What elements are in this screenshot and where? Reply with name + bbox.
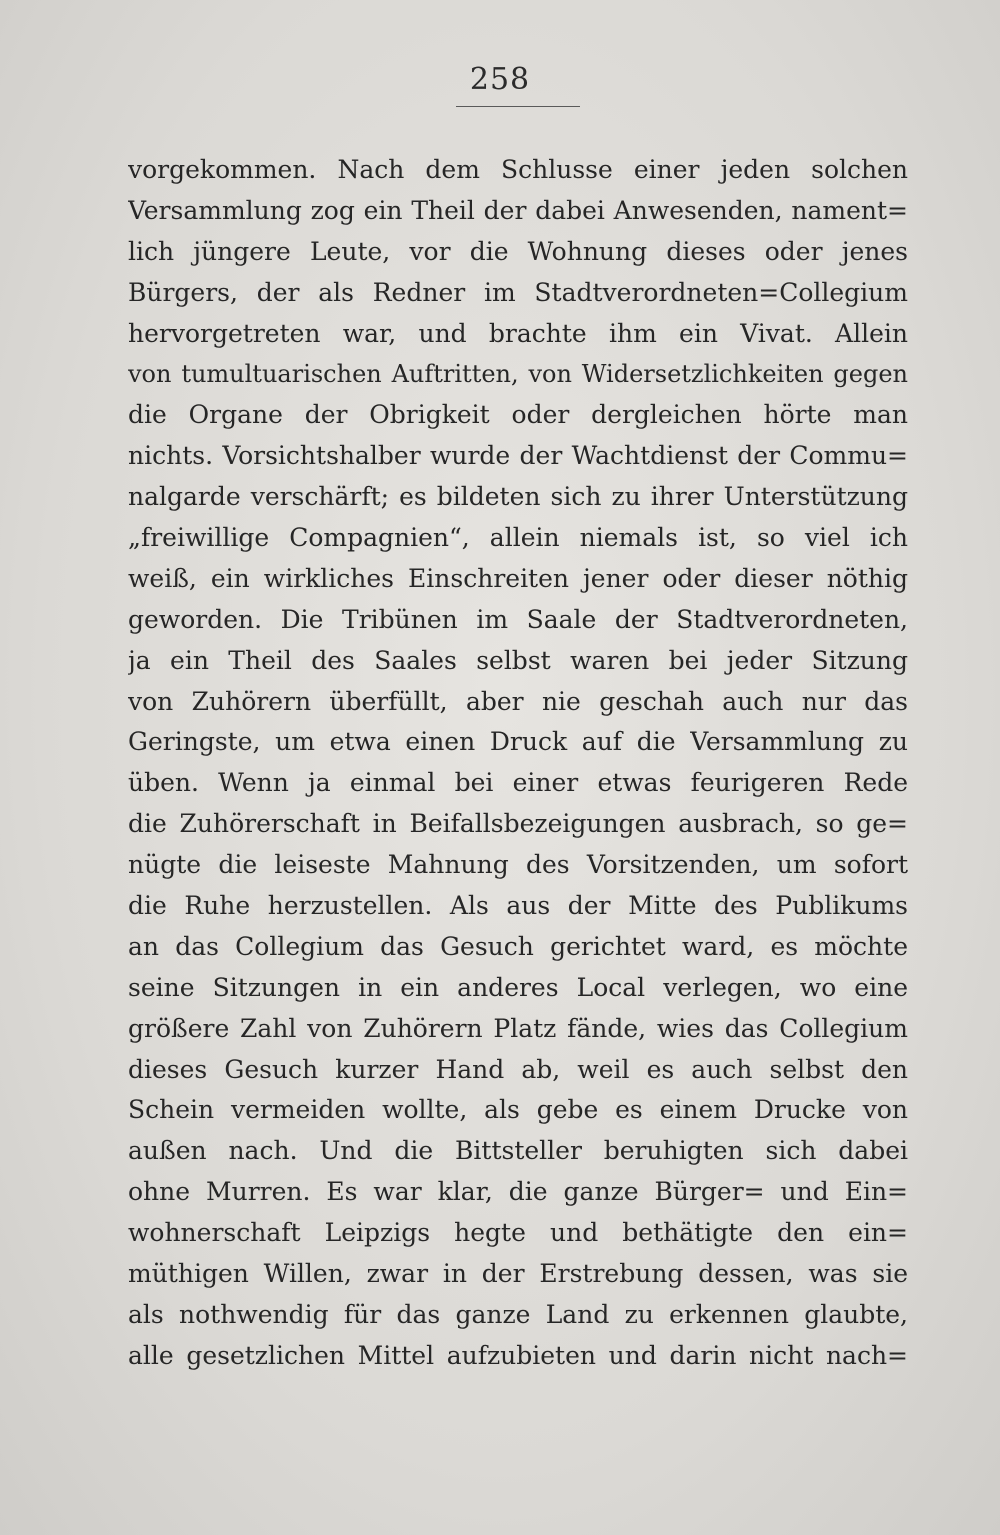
text-line: außen nach. Und die Bittsteller beruhigten sich dabei — [128, 1136, 908, 1166]
text-line: die Ruhe herzustellen. Als aus der Mitte des Publikums — [128, 891, 908, 921]
text-line: vorgekommen. Nach dem Schlusse einer jeden solchen — [128, 155, 908, 184]
page-number: 258 — [469, 62, 531, 97]
text-line: Versammlung zog ein Theil der dabei Anwesenden, nament= — [128, 195, 908, 225]
text-line: nalgarde verschärft; es bildeten sich zu ihrer Unterstützung — [128, 482, 908, 512]
text-line: „freiwillige Compagnien“, allein niemals ist, so viel ich — [128, 523, 908, 553]
text-line: ja ein Theil des Saales selbst waren bei jeder Sitzung — [128, 645, 908, 675]
text-line: alle gesetzlichen Mittel aufzubieten und darin nicht nach= — [128, 1340, 908, 1370]
text-line: größere Zahl von Zuhörern Platz fände, wies das Collegium — [128, 1013, 908, 1043]
text-line: Bürgers, der als Redner im Stadtverordneten=Collegium — [128, 277, 908, 307]
text-line: die Zuhörerschaft in Beifallsbezeigungen ausbrach, so ge= — [128, 809, 908, 839]
text-line: lich jüngere Leute, vor die Wohnung dieses oder jenes — [128, 236, 908, 266]
text-line: nügte die leiseste Mahnung des Vorsitzenden, um sofort — [128, 850, 908, 880]
text-line: nichts. Vorsichtshalber wurde der Wachtdienst der Commu= — [128, 441, 908, 471]
text-line: als nothwendig für das ganze Land zu erkennen glaubte, — [128, 1299, 908, 1329]
text-line: von tumultuarischen Auftritten, von Widersetzlichkeiten gegen — [128, 360, 908, 389]
text-line: Schein vermeiden wollte, als gebe es einem Drucke von — [128, 1095, 908, 1125]
body-text — [128, 150, 908, 1377]
text-line: ohne Murren. Es war klar, die ganze Bürger= und Ein= — [128, 1177, 908, 1207]
text-line: die Organe der Obrigkeit oder dergleichen hörte man — [128, 400, 908, 430]
text-line: üben. Wenn ja einmal bei einer etwas feurigeren Rede — [128, 768, 908, 798]
text-line: seine Sitzungen in ein anderes Local verlegen, wo eine — [128, 972, 908, 1002]
text-line: müthigen Willen, zwar in der Erstrebung dessen, was sie — [128, 1259, 908, 1289]
text-line: von Zuhörern überfüllt, aber nie geschah auch nur das — [128, 686, 908, 716]
text-line: geworden. Die Tribünen im Saale der Stadtverordneten, — [128, 604, 908, 634]
text-line: wohnerschaft Leipzigs hegte und bethätigte den ein= — [128, 1218, 908, 1248]
text-line: hervorgetreten war, und brachte ihm ein Vivat. Allein — [128, 318, 908, 348]
text-line: weiß, ein wirkliches Einschreiten jener oder dieser nöthig — [128, 563, 908, 593]
page-number-rule — [456, 106, 580, 107]
text-line: Geringste, um etwa einen Druck auf die Versammlung zu — [128, 727, 908, 757]
text-line: dieses Gesuch kurzer Hand ab, weil es auch selbst den — [128, 1054, 908, 1084]
text-line: an das Collegium das Gesuch gerichtet ward, es möchte — [128, 931, 908, 961]
